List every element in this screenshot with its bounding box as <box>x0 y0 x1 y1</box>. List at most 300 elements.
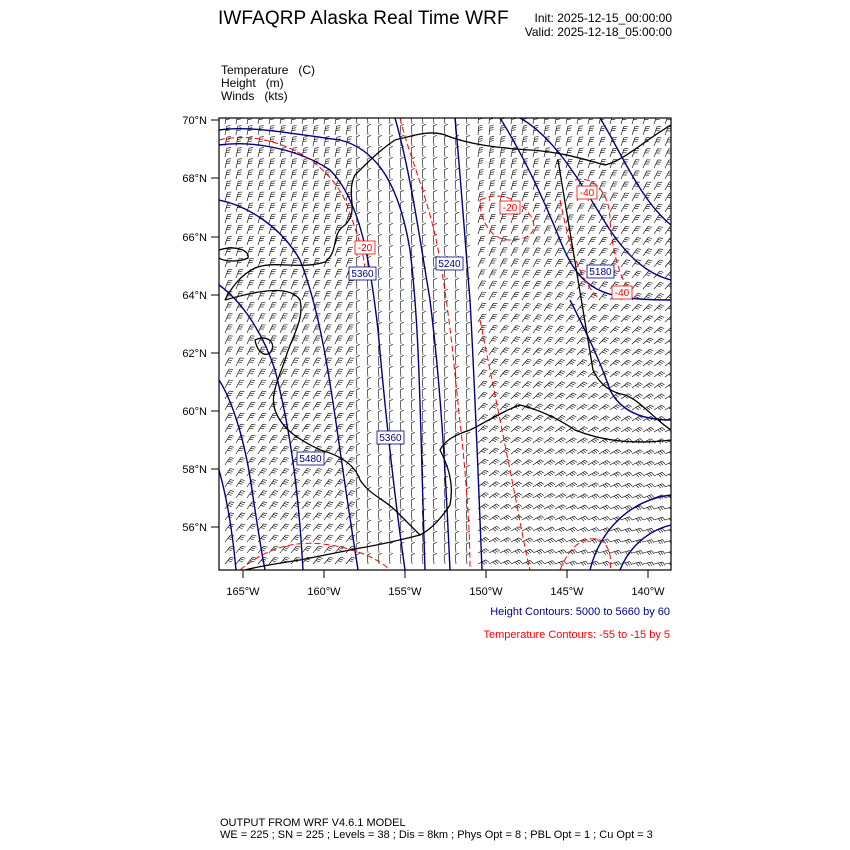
wind-barb-feather <box>637 351 641 353</box>
wind-barb <box>367 324 368 333</box>
wind-barb-feather <box>315 417 319 418</box>
wind-barb-feather <box>356 465 360 467</box>
wind-barb-feather <box>444 124 448 126</box>
wind-barb-feather <box>318 424 322 425</box>
wind-barb-feather <box>389 377 393 379</box>
wind-barb-feather <box>627 304 631 305</box>
wind-barb-feather <box>617 405 620 407</box>
wind-barb-feather <box>646 195 650 196</box>
wind-barb-feather <box>389 124 393 126</box>
wind-barb-feather <box>517 392 521 394</box>
wind-barb-feather <box>285 480 289 481</box>
wind-barb-feather <box>306 448 310 449</box>
wind-barb-feather <box>658 374 661 376</box>
wind-barb-feather <box>336 130 340 131</box>
wind-barb-feather <box>559 485 562 487</box>
wind-barb-feather <box>479 161 483 162</box>
wind-barb <box>599 405 606 411</box>
wind-barb-feather <box>582 406 586 408</box>
wind-barb-feather <box>483 483 486 485</box>
wind-barb-feather <box>484 403 488 404</box>
wind-barb <box>367 302 368 311</box>
wind-barb-feather <box>466 465 470 467</box>
wind-barb-feather <box>558 307 562 308</box>
wind-barb-feather <box>671 294 675 296</box>
wind-barb-feather <box>271 126 275 127</box>
wind-barb-feather <box>628 360 632 362</box>
wind-barb-feather <box>284 470 288 471</box>
wind-barb-feather <box>422 454 426 456</box>
wind-barb <box>258 435 263 443</box>
wind-barb <box>400 126 401 135</box>
wind-barb-feather <box>591 352 595 354</box>
wind-barb-feather <box>249 170 253 171</box>
wind-barb-feather <box>251 380 255 381</box>
wind-barb-feather <box>556 130 560 131</box>
wind-barb-feather <box>614 284 618 285</box>
wind-barb-feather <box>636 396 639 398</box>
wind-barb-feather <box>636 485 639 488</box>
wind-barb-feather <box>481 385 485 386</box>
wind-barb-feather <box>378 223 382 225</box>
wind-barb-feather <box>304 126 308 127</box>
wind-barb-feather <box>250 393 254 394</box>
wind-barb-feather <box>336 117 340 118</box>
wind-barb-feather <box>581 283 585 284</box>
wind-barb-feather <box>303 163 307 164</box>
wind-barb-feather <box>524 159 528 160</box>
wind-barb-feather <box>572 472 575 475</box>
wind-barb <box>367 192 368 201</box>
wind-barb <box>444 192 445 201</box>
wind-barb <box>378 280 379 289</box>
wind-barb-feather <box>433 124 437 126</box>
wind-barb <box>422 313 423 322</box>
wind-barb <box>400 280 401 289</box>
wind-barb-feather <box>400 311 404 313</box>
wind-barb-feather <box>503 362 507 363</box>
wind-barb-feather <box>270 128 274 129</box>
wind-barb-feather <box>580 352 584 354</box>
wind-barb <box>400 148 401 157</box>
wind-barb <box>356 203 357 212</box>
wind-barb-feather <box>282 148 286 149</box>
wind-barb-feather <box>492 351 496 352</box>
wind-barb-feather <box>466 311 470 313</box>
wind-barb-feather <box>327 494 331 495</box>
wind-barb <box>632 304 638 311</box>
wind-barb <box>389 357 390 366</box>
wind-barb-feather <box>328 402 332 403</box>
wind-barb-feather <box>481 451 485 453</box>
wind-barb-feather <box>326 150 330 151</box>
wind-barb-feather <box>378 267 382 269</box>
wind-barb-feather <box>284 380 288 381</box>
wind-barb-feather <box>241 413 245 414</box>
wind-barb-feather <box>557 137 561 138</box>
wind-barb-feather <box>581 295 585 296</box>
wind-barb-feather <box>559 283 563 284</box>
wind-barb-feather <box>626 362 630 364</box>
wind-barb <box>433 346 434 355</box>
wind-barb <box>378 401 379 410</box>
wind-barb-feather <box>250 461 254 462</box>
wind-barb-feather <box>581 440 584 442</box>
wind-barb <box>356 192 357 201</box>
wind-barb-feather <box>570 283 574 284</box>
wind-barb-feather <box>479 172 483 173</box>
wind-barb-feather <box>591 296 595 297</box>
wind-barb-feather <box>482 394 486 395</box>
wind-barb-feather <box>292 163 296 164</box>
wind-barb-feather <box>350 470 354 471</box>
wind-barb-feather <box>367 399 371 401</box>
wind-barb-feather <box>433 223 437 225</box>
wind-barb <box>466 236 467 245</box>
wind-barb-feather <box>513 161 517 162</box>
wind-barb-feather <box>262 504 266 505</box>
wind-barb-feather <box>524 136 528 137</box>
wind-barb-feather <box>325 130 329 131</box>
wind-barb-feather <box>614 496 617 499</box>
wind-barb-feather <box>607 483 610 486</box>
wind-barb-feather <box>656 186 660 187</box>
wind-barb-feather <box>578 119 582 120</box>
wind-barb-feather <box>295 470 299 471</box>
wind-barb-feather <box>272 382 276 383</box>
wind-barb <box>455 423 456 432</box>
wind-barb-feather <box>647 463 650 466</box>
wind-barb-feather <box>350 380 354 381</box>
wind-barb-feather <box>315 439 319 440</box>
wind-barb-feather <box>605 338 609 340</box>
wind-barb-feather <box>483 314 487 315</box>
wind-barb-feather <box>651 439 654 442</box>
wind-barb-feather <box>526 462 529 464</box>
wind-barb-feather <box>523 139 527 140</box>
wind-barb-feather <box>455 245 459 247</box>
wind-barb-feather <box>490 161 494 162</box>
wind-barb-feather <box>270 141 274 142</box>
wind-barb-feather <box>378 234 382 236</box>
wind-barb-feather <box>239 393 243 394</box>
wind-barb <box>367 434 368 443</box>
wind-barb-feather <box>422 157 426 159</box>
wind-barb-feather <box>238 406 242 407</box>
wind-barb-feather <box>304 148 308 149</box>
wind-barb-feather <box>671 485 674 488</box>
wind-barb-feather <box>537 305 541 306</box>
wind-barb-feather <box>561 348 565 349</box>
wind-barb <box>610 338 616 344</box>
wind-barb-feather <box>261 382 265 383</box>
wind-barb-feather <box>304 150 308 151</box>
wind-barb-feather <box>411 421 415 423</box>
wind-barb-feather <box>251 402 255 403</box>
wind-barb-feather <box>561 461 564 463</box>
wind-barb-feather <box>292 141 296 142</box>
wind-barb-feather <box>400 190 404 192</box>
wind-barb <box>378 478 379 487</box>
wind-barb-feather <box>593 259 597 260</box>
wind-barb-feather <box>262 437 266 438</box>
wind-barb-feather <box>272 415 276 416</box>
wind-barb-feather <box>281 128 285 129</box>
wind-barb-feather <box>535 285 539 286</box>
wind-barb <box>367 368 368 377</box>
wind-barb-feather <box>326 172 330 173</box>
wind-barb-feather <box>378 487 382 489</box>
wind-barb-feather <box>672 361 675 363</box>
wind-barb-feather <box>501 136 505 137</box>
wind-barb <box>433 368 434 377</box>
wind-barb-feather <box>356 190 360 192</box>
wind-barb-feather <box>274 424 278 425</box>
wind-barb-feather <box>627 462 630 465</box>
wind-barb-feather <box>603 295 607 296</box>
wind-barb-feather <box>260 148 264 149</box>
wind-barb-feather <box>238 384 242 385</box>
wind-barb-feather <box>229 391 233 392</box>
wind-barb-feather <box>617 349 621 351</box>
wind-barb-feather <box>260 150 264 151</box>
wind-barb-feather <box>656 208 660 209</box>
wind-barb <box>433 214 434 223</box>
wind-barb-feather <box>583 495 586 498</box>
wind-barb-feather <box>444 410 448 412</box>
wind-barb-feather <box>261 505 265 506</box>
wind-barb-feather <box>400 267 404 269</box>
wind-barb-feather <box>249 114 253 115</box>
wind-barb-feather <box>238 114 242 115</box>
wind-barb-feather <box>535 159 539 160</box>
wind-barb-feather <box>466 443 470 445</box>
wind-barb <box>433 401 434 410</box>
wind-barb-feather <box>260 439 264 440</box>
wind-barb <box>400 181 401 190</box>
wind-barb-feather <box>422 465 426 467</box>
wind-barb-feather <box>400 245 404 247</box>
wind-barb-feather <box>673 394 676 396</box>
wind-barb-feather <box>271 450 275 451</box>
wind-barb-feather <box>535 263 539 264</box>
wind-barb-feather <box>591 341 595 343</box>
wind-barb-feather <box>624 374 628 376</box>
wind-barb-feather <box>356 300 360 302</box>
wind-barb-feather <box>649 484 652 487</box>
wind-barb-feather <box>560 372 564 374</box>
wind-barb-feather <box>444 190 448 192</box>
wind-barb-feather <box>285 469 289 470</box>
wind-barb-feather <box>659 351 663 353</box>
wind-barb-feather <box>356 377 360 379</box>
wind-barb-feather <box>495 392 499 393</box>
wind-barb <box>433 390 434 399</box>
wind-barb <box>356 115 357 124</box>
wind-barb-feather <box>240 391 244 392</box>
wind-barb <box>400 192 401 201</box>
wind-barb <box>444 137 445 146</box>
wind-barb <box>411 445 412 454</box>
wind-barb-feather <box>270 117 274 118</box>
wind-barb <box>400 478 401 487</box>
wind-barb-feather <box>650 338 654 340</box>
wind-barb-feather <box>635 319 639 321</box>
map-title: IWFAQRP Alaska Real Time WRF <box>218 8 509 29</box>
wind-barb-feather <box>455 366 459 368</box>
wind-barb <box>367 148 368 157</box>
wind-barb-feather <box>271 170 275 171</box>
wind-barb <box>400 159 401 168</box>
wind-barb-feather <box>411 146 415 148</box>
wind-barb-feather <box>339 437 343 438</box>
wind-barb-feather <box>536 363 540 364</box>
wind-barb-feather <box>648 362 652 364</box>
wind-barb-feather <box>339 380 343 381</box>
wind-barb-feather <box>512 119 516 120</box>
wind-barb <box>500 459 507 465</box>
wind-barb-feather <box>506 415 510 417</box>
wind-barb-feather <box>506 381 510 382</box>
wind-barb-feather <box>273 437 277 438</box>
wind-barb <box>654 260 660 267</box>
wind-barb-feather <box>635 286 639 287</box>
wind-barb-feather <box>562 460 565 462</box>
wind-barb-feather <box>649 282 653 283</box>
wind-barb-feather <box>348 150 352 151</box>
wind-barb <box>455 335 456 344</box>
wind-barb-feather <box>558 318 562 319</box>
wind-barb-feather <box>583 450 586 452</box>
wind-barb-feather <box>537 440 541 442</box>
wind-barb-feather <box>567 130 571 131</box>
wind-barb-feather <box>356 410 360 412</box>
wind-barb-feather <box>494 450 498 452</box>
wind-barb-feather <box>501 139 505 140</box>
wind-barb-feather <box>466 124 470 126</box>
wind-barb-feather <box>494 483 497 485</box>
wind-barb <box>356 291 357 300</box>
wind-barb-feather <box>367 454 371 456</box>
wind-barb-feather <box>481 305 485 306</box>
wind-barb-feather <box>647 385 650 387</box>
wind-barb-feather <box>526 350 530 351</box>
wind-barb-feather <box>514 396 518 398</box>
wind-barb <box>444 324 445 333</box>
wind-barb-feather <box>481 373 485 374</box>
wind-barb-feather <box>516 450 520 452</box>
wind-barb <box>378 115 379 124</box>
wind-barb-feather <box>647 430 650 433</box>
wind-barb-feather <box>479 125 483 126</box>
wind-barb-feather <box>367 388 371 390</box>
wind-barb-feather <box>340 491 344 492</box>
wind-barb-feather <box>252 413 256 414</box>
wind-barb-feather <box>296 413 300 414</box>
wind-barb-feather <box>272 494 276 495</box>
wind-barb-feather <box>505 450 509 452</box>
wind-barb-feather <box>400 465 404 467</box>
wind-barb-feather <box>230 458 234 459</box>
wind-barb-feather <box>495 381 499 382</box>
wind-barb-feather <box>348 170 352 171</box>
wind-barb <box>236 458 241 466</box>
wind-barb <box>411 456 412 465</box>
wind-barb-feather <box>535 296 539 297</box>
wind-barb-feather <box>525 329 529 330</box>
wind-barb-feather <box>349 393 353 394</box>
wind-barb-feather <box>444 223 448 225</box>
wind-barb-feather <box>306 470 310 471</box>
wind-barb-feather <box>613 341 617 343</box>
wind-barb-feather <box>239 505 243 506</box>
wind-barb-feather <box>349 461 353 462</box>
wind-barb-feather <box>347 128 351 129</box>
wind-barb-feather <box>422 113 426 115</box>
wind-barb-feather <box>317 426 321 427</box>
wind-barb-feather <box>626 249 630 250</box>
wind-barb <box>367 357 368 366</box>
wind-barb-feather <box>285 458 289 459</box>
wind-barb-feather <box>584 371 588 373</box>
wind-barb-feather <box>259 163 263 164</box>
wind-barb-feather <box>400 421 404 423</box>
wind-barb-feather <box>572 484 575 487</box>
wind-barb-feather <box>595 382 599 384</box>
wind-barb-feather <box>625 430 628 432</box>
wind-barb-feather <box>273 380 277 381</box>
wind-barb-feather <box>529 426 533 428</box>
wind-barb-feather <box>628 416 631 418</box>
wind-barb-feather <box>582 395 586 397</box>
wind-barb-feather <box>507 482 510 484</box>
wind-barb-feather <box>389 355 393 357</box>
wind-barb-feather <box>251 437 255 438</box>
wind-barb-feather <box>558 296 562 297</box>
wind-barb <box>466 115 467 124</box>
wind-barb-feather <box>411 256 415 258</box>
wind-barb <box>444 313 445 322</box>
wind-barb <box>400 456 401 465</box>
wind-barb-feather <box>615 328 619 330</box>
wind-barb-feather <box>547 329 551 330</box>
wind-barb-feather <box>483 472 487 474</box>
wind-barb-feather <box>389 289 393 291</box>
wind-barb-feather <box>580 285 584 286</box>
wind-barb-feather <box>367 201 371 203</box>
wind-barb-feather <box>549 281 553 282</box>
wind-barb-feather <box>494 472 497 474</box>
wind-barb-feather <box>400 113 404 115</box>
wind-barb-feather <box>639 349 643 351</box>
wind-barb <box>389 291 390 300</box>
wind-barb-feather <box>602 330 606 331</box>
wind-barb-feather <box>595 438 598 440</box>
wind-barb-feather <box>262 426 266 427</box>
wind-barb-feather <box>558 352 562 353</box>
wind-barb-feather <box>549 270 553 271</box>
wind-barb-feather <box>579 126 583 127</box>
wind-barb-feather <box>378 201 382 203</box>
wind-barb-feather <box>494 461 498 463</box>
wind-barb <box>522 370 528 377</box>
wind-barb-feather <box>367 465 371 467</box>
wind-barb-feather <box>512 116 516 117</box>
wind-barb-feather <box>562 438 565 440</box>
wind-barb-feather <box>249 137 253 138</box>
wind-barb-feather <box>338 461 342 462</box>
wind-barb-feather <box>270 152 274 153</box>
